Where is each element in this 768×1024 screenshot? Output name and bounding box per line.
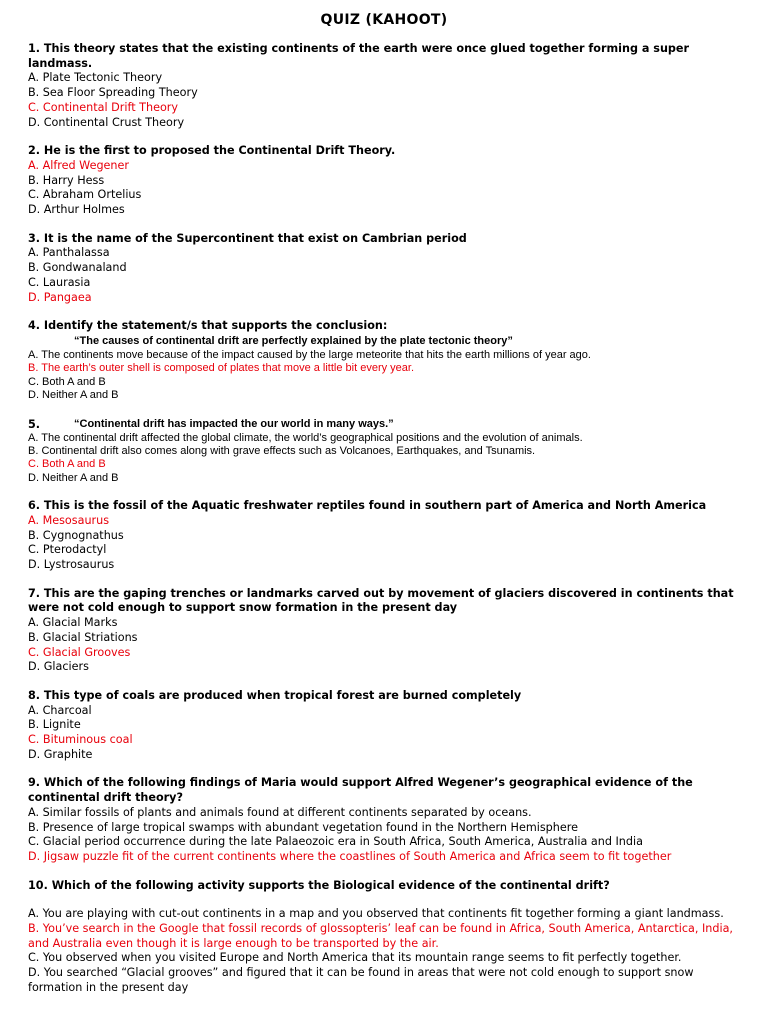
- option-a: A. Glacial Marks: [28, 616, 118, 630]
- question-statement: “Continental drift has impacted the our world in many ways.”: [74, 417, 394, 430]
- question-text: 7. This are the gaping trenches or landmarks carved out by movement of glaciers discovered in continents that were not cold enough to support snow formation in the present day: [28, 586, 734, 615]
- option-b-correct: B. The earth’s outer shell is composed of plates that move a little bit every year.: [28, 362, 415, 375]
- option-a: A. The continental drift affected the global climate, the world’s geographical positions and the evolution of animals.: [28, 431, 583, 444]
- option-d: D. You searched “Glacial grooves” and figured that it can be found in areas that were not cold enough to support snow formation in the present day: [28, 966, 694, 994]
- question-1: [28, 42, 740, 130]
- question-9: [28, 776, 740, 864]
- option-b: B. Presence of large tropical swamps with abundant vegetation found in the Northern Hemisphere: [28, 820, 578, 834]
- question-6: [28, 499, 740, 573]
- option-c: C. Both A and B: [28, 375, 106, 388]
- question-text: 10. Which of the following activity supports the Biological evidence of the continental drift?: [28, 878, 610, 892]
- question-7: [28, 587, 740, 675]
- option-a: A. You are playing with cut-out continents in a map and you observed that continents fit together forming a giant landmass.: [28, 907, 724, 921]
- question-number: 5.: [28, 417, 41, 431]
- option-a: A. Plate Tectonic Theory: [28, 71, 163, 85]
- option-c: C. Glacial period occurrence during the late Palaeozoic era in South Africa, South America, Australia and India: [28, 835, 643, 849]
- option-b: B. Continental drift also comes along with grave effects such as Volcanoes, Earthquakes, and Tsunamis.: [28, 444, 536, 457]
- option-c-correct: C. Bituminous coal: [28, 733, 133, 747]
- option-c-correct: C. Glacial Grooves: [28, 645, 131, 659]
- option-d-correct: D. Pangaea: [28, 290, 92, 304]
- question-5: [28, 417, 740, 486]
- option-c-correct: C. Both A and B: [28, 458, 106, 471]
- option-b: B. Lignite: [28, 718, 81, 732]
- option-c-correct: C. Continental Drift Theory: [28, 100, 179, 114]
- option-d: D. Graphite: [28, 747, 93, 761]
- option-b: B. Gondwanaland: [28, 261, 127, 275]
- option-a: A. The continents move because of the impact caused by the large meteorite that hits the earth millions of year ago.: [28, 348, 591, 361]
- option-a: A. Charcoal: [28, 703, 92, 717]
- question-text: 2. He is the first to proposed the Continental Drift Theory.: [28, 144, 396, 158]
- option-c: C. Pterodactyl: [28, 543, 107, 557]
- option-c: C. Laurasia: [28, 275, 91, 289]
- option-c: C. Abraham Ortelius: [28, 188, 142, 202]
- option-d: D. Lystrosaurus: [28, 558, 115, 572]
- option-b: B. Glacial Striations: [28, 630, 138, 644]
- option-a-correct: A. Mesosaurus: [28, 513, 110, 527]
- option-d: D. Neither A and B: [28, 389, 119, 402]
- option-c: C. You observed when you visited Europe and North America that its mountain range seems to fit perfectly together.: [28, 951, 682, 965]
- option-d: D. Arthur Holmes: [28, 203, 125, 217]
- question-10: [28, 879, 740, 996]
- option-b-correct: B. You’ve search in the Google that fossil records of glossopteris’ leaf can be found in Africa, South America, Antarctica, India, and Australia even though it is large enough to be transported by the air.: [28, 922, 733, 950]
- question-text: 1. This theory states that the existing continents of the earth were once glued together forming a super landmass.: [28, 42, 690, 70]
- option-d: D. Continental Crust Theory: [28, 115, 185, 129]
- question-statement: “The causes of continental drift are perfectly explained by the plate tectonic theory”: [74, 334, 513, 347]
- question-text: 6. This is the fossil of the Aquatic freshwater reptiles found in southern part of America and North America: [28, 499, 707, 513]
- question-text: 3. It is the name of the Supercontinent that exist on Cambrian period: [28, 231, 467, 245]
- question-row: [28, 417, 740, 432]
- option-b: B. Harry Hess: [28, 173, 105, 187]
- option-d-correct: D. Jigsaw puzzle fit of the current continents where the coastlines of South America and Africa seem to fit together: [28, 849, 672, 863]
- question-text: 9. Which of the following findings of Maria would support Alfred Wegener’s geographical evidence of the continental drift theory?: [28, 776, 693, 805]
- question-text: 4. Identify the statement/s that supports the conclusion:: [28, 319, 388, 333]
- question-text: 8. This type of coals are produced when tropical forest are burned completely: [28, 688, 522, 702]
- question-8: [28, 689, 740, 763]
- question-4: [28, 319, 740, 402]
- page-title: QUIZ (KAHOOT): [320, 12, 448, 28]
- option-b: B. Cygnognathus: [28, 528, 124, 542]
- option-d: D. Glaciers: [28, 660, 89, 674]
- option-b: B. Sea Floor Spreading Theory: [28, 86, 198, 100]
- option-d: D. Neither A and B: [28, 471, 119, 484]
- option-a: A. Similar fossils of plants and animals found at different continents separated by oceans.: [28, 805, 532, 819]
- option-a-correct: A. Alfred Wegener: [28, 158, 130, 172]
- question-3: [28, 232, 740, 306]
- option-a: A. Panthalassa: [28, 246, 110, 260]
- question-2: [28, 144, 740, 218]
